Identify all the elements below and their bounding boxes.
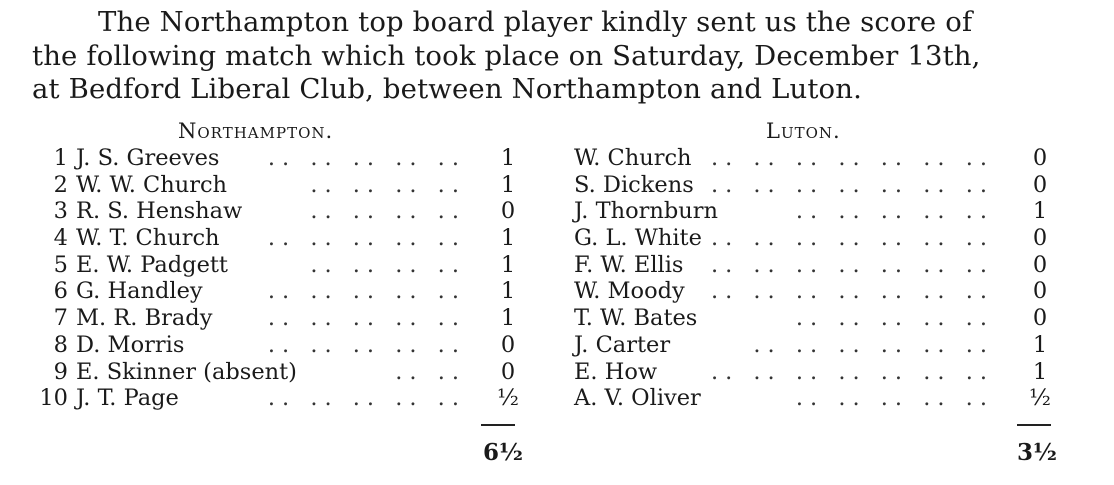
away-player: J. Carter (574, 331, 671, 358)
board-number: 4 (53, 225, 68, 252)
away-score: ½ (1029, 385, 1051, 412)
away-score: 1 (1032, 331, 1048, 358)
home-player: D. Morris (76, 331, 185, 358)
board-number: 5 (53, 251, 68, 278)
away-score: 0 (1032, 305, 1048, 332)
leader-dots: .. .. .. .. .. (267, 385, 466, 412)
away-player: E. How (574, 358, 658, 385)
away-player: W. Moody (574, 278, 685, 305)
away-player: F. W. Ellis (574, 251, 684, 278)
leader-dots: .. .. .. .. .. (267, 225, 466, 252)
home-score: 0 (500, 198, 516, 225)
leader-dots: .. .. .. .. .. .. .. (710, 251, 994, 278)
home-score: 1 (500, 305, 516, 332)
leader-dots: .. .. .. .. .. .. (753, 331, 994, 358)
away-score: 0 (1032, 145, 1048, 171)
away-score: 0 (1032, 225, 1048, 252)
home-player: E. W. Padgett (76, 251, 228, 278)
table-row (0, 145, 1114, 172)
home-score: 1 (500, 145, 516, 171)
leader-dots: .. .. .. .. .. (795, 385, 994, 412)
away-score: 0 (1032, 171, 1048, 198)
leader-dots: .. .. .. .. .. .. .. (710, 225, 994, 252)
leader-dots: .. .. (395, 358, 466, 385)
leader-dots: .. .. .. .. .. (795, 305, 994, 332)
leader-dots: .. .. .. .. .. .. .. (710, 145, 994, 171)
away-player: J. Thornburn (574, 198, 719, 225)
board-number: 7 (53, 305, 68, 332)
board-number: 2 (53, 171, 68, 198)
intro-line: the following match which took place on Saturday, December 13th, (32, 39, 981, 72)
away-player: S. Dickens (574, 171, 694, 198)
board-number: 8 (53, 331, 68, 358)
leader-dots: .. .. .. .. .. (267, 331, 466, 358)
home-player: E. Skinner (absent) (76, 358, 297, 385)
home-total: 6½ (483, 439, 523, 466)
away-player: W. Church (574, 145, 692, 171)
intro-line: The Northampton top board player kindly sent us the score of (98, 6, 973, 38)
home-player: W. W. Church (76, 171, 228, 198)
home-score: 1 (500, 251, 516, 278)
home-player: J. S. Greeves (76, 145, 220, 171)
home-player: M. R. Brady (76, 305, 213, 332)
away-team-heading: Luton. (766, 119, 841, 143)
leader-dots: .. .. .. .. (310, 251, 466, 278)
leader-dots: .. .. .. .. .. .. .. (710, 278, 994, 305)
leader-dots: .. .. .. .. (310, 171, 466, 198)
table-row (0, 252, 1114, 279)
leader-dots: .. .. .. .. (310, 198, 466, 225)
board-number: 3 (53, 198, 68, 225)
table-row (0, 172, 1114, 199)
home-team-heading: Northampton. (178, 119, 334, 143)
intro-paragraph (32, 6, 1062, 107)
home-player: G. Handley (76, 278, 203, 305)
leader-dots: .. .. .. .. .. .. .. (710, 171, 994, 198)
home-score: ½ (497, 385, 519, 412)
table-row (0, 225, 1114, 252)
leader-dots: .. .. .. .. .. (267, 278, 466, 305)
away-player: G. L. White (574, 225, 702, 252)
home-player: W. T. Church (76, 225, 220, 252)
home-score: 1 (500, 278, 516, 305)
total-rule (481, 424, 515, 426)
away-score: 1 (1032, 358, 1048, 385)
board-number: 1 (53, 145, 68, 171)
table-row (0, 332, 1114, 359)
home-score: 0 (500, 358, 516, 385)
board-number: 10 (39, 385, 68, 412)
table-row (0, 305, 1114, 332)
home-player: R. S. Henshaw (76, 198, 243, 225)
away-player: T. W. Bates (574, 305, 698, 332)
away-score: 1 (1032, 198, 1048, 225)
board-number: 6 (53, 278, 68, 305)
away-score: 0 (1032, 278, 1048, 305)
home-player: J. T. Page (76, 385, 179, 412)
away-score: 0 (1032, 251, 1048, 278)
away-player: A. V. Oliver (574, 385, 701, 412)
leader-dots: .. .. .. .. .. (795, 198, 994, 225)
table-row (0, 198, 1114, 225)
table-row (0, 385, 1114, 412)
home-score: 1 (500, 225, 516, 252)
table-row (0, 278, 1114, 305)
leader-dots: .. .. .. .. .. (267, 145, 466, 171)
home-score: 1 (500, 171, 516, 198)
total-rule (1017, 424, 1051, 426)
table-row (0, 359, 1114, 386)
intro-line: at Bedford Liberal Club, between Northampton and Luton. (32, 73, 863, 105)
away-total: 3½ (1017, 439, 1057, 466)
leader-dots: .. .. .. .. .. .. .. (710, 358, 994, 385)
results-table (0, 145, 1114, 412)
board-number: 9 (53, 358, 68, 385)
leader-dots: .. .. .. .. .. (267, 305, 466, 332)
home-score: 0 (500, 331, 516, 358)
